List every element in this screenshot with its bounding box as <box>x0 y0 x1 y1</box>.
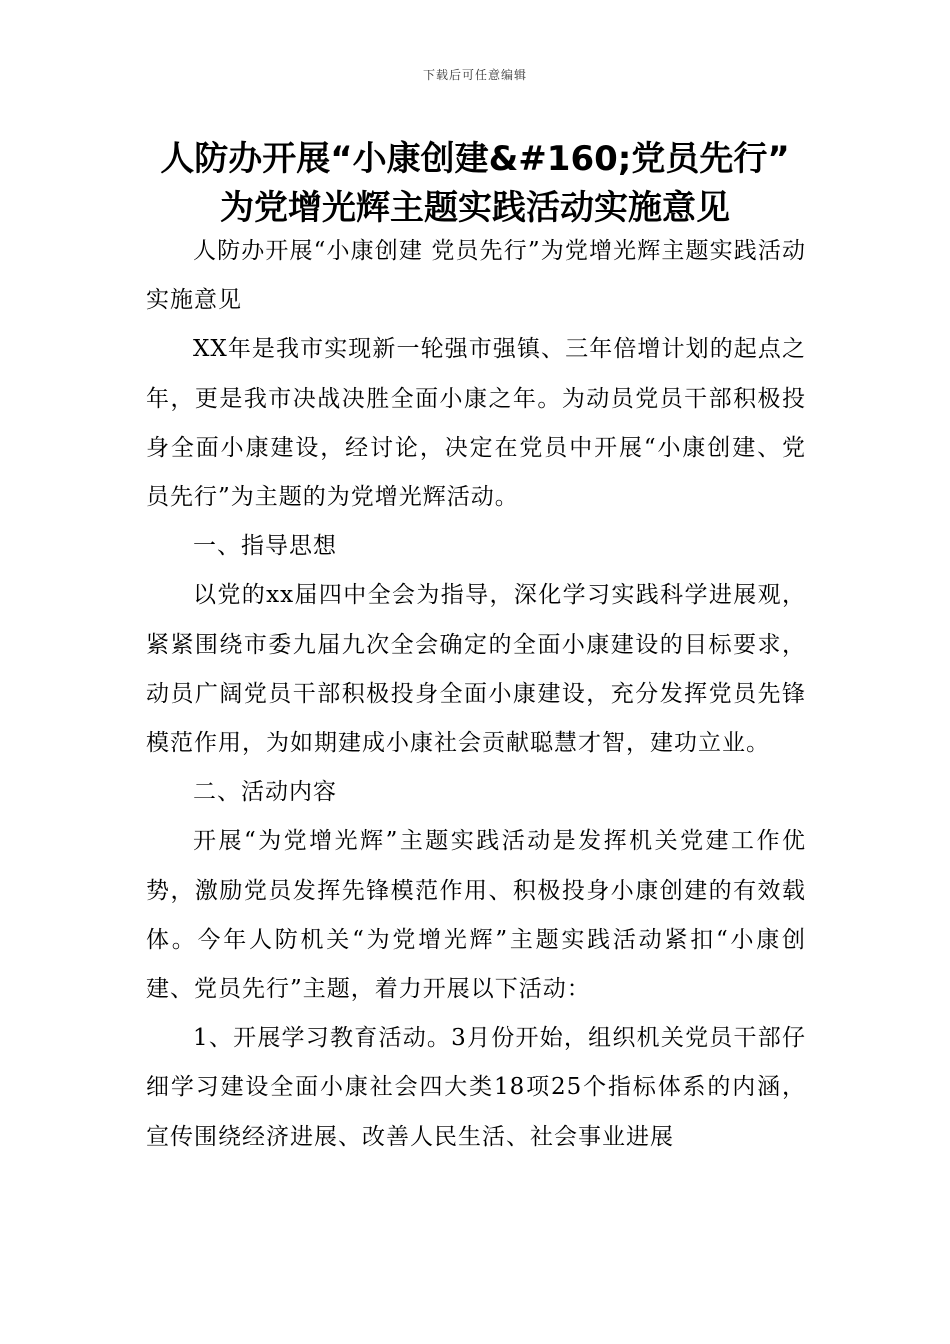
paragraph-title-repeat: 人防办开展“小康创建 党员先行”为党增光辉主题实践活动实施意见 <box>146 238 806 314</box>
document-title-line-2: 为党增光辉主题实践活动实施意见 <box>220 188 730 228</box>
document-body <box>146 227 806 1162</box>
paragraph-guiding-ideology: 以党的xx届四中全会为指导，深化学习实践科学进展观，紧紧围绕市委九届九次全会确定的全面小康建设的目标要求，动员广阔党员干部积极投身全面小康建设，充分发挥党员先锋模范作用，为如期建成小康社会贡献聪慧才智，建功立业。 <box>146 582 806 757</box>
paragraph-intro: XX年是我市实现新一轮强市强镇、三年倍增计划的起点之年，更是我市决战决胜全面小康之年。为动员党员干部积极投身全面小康建设，经讨论，决定在党员中开展“小康创建、党员先行”为主题的为党增光辉活动。 <box>146 336 806 511</box>
document-title-line-1: 人防办开展“小康创建&#160;党员先行” <box>160 139 790 179</box>
header-note: 下载后可任意编辑 <box>422 68 527 82</box>
section-heading-activity-content: 二、活动内容 <box>193 779 337 806</box>
paragraph-study-education: 1、开展学习教育活动。3月份开始，组织机关党员干部仔细学习建设全面小康社会四大类18项25个指标体系的内涵，宣传围绕经济进展、改善人民生活、社会事业进展 <box>146 1025 806 1150</box>
paragraph-activity-content: 开展“为党增光辉”主题实践活动是发挥机关党建工作优势，激励党员发挥先锋模范作用、积极投身小康创建的有效载体。今年人防机关“为党增光辉”主题实践活动紧扣“小康创建、党员先行”主题，着力开展以下活动： <box>146 828 806 1003</box>
section-heading-guiding-ideology: 一、指导思想 <box>193 533 337 560</box>
